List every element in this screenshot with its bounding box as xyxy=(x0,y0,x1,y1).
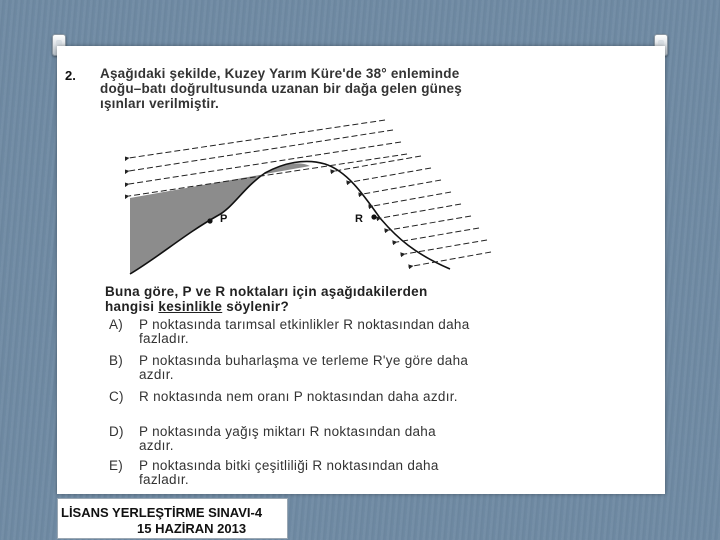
option-text: P noktasında buharlaşma ve terleme R'ye göre daha azdır. xyxy=(139,353,469,382)
point-p-label: P xyxy=(220,213,228,225)
option-text: P noktasında yağış miktarı R noktasından daha azdır. xyxy=(139,424,436,453)
option-e[interactable] xyxy=(109,459,619,487)
prompt-line xyxy=(105,299,605,314)
option-c[interactable] xyxy=(109,390,619,404)
option-text: R noktasında nem oranı P noktasından daha azdır. xyxy=(139,389,458,404)
option-letter: A) xyxy=(109,317,124,332)
mountain-diagram xyxy=(125,116,505,281)
intro-line: doğu–batı doğrultusunda uzanan bir dağa gelen güneş xyxy=(100,81,462,96)
prompt-emphasis: kesinlikle xyxy=(158,299,223,314)
option-letter: C) xyxy=(109,389,124,404)
option-d[interactable] xyxy=(109,425,619,453)
prompt-suffix: söylenir? xyxy=(222,299,289,314)
option-text: P noktasında bitki çeşitliliği R noktasından daha fazladır. xyxy=(139,458,439,487)
question-number: 2. xyxy=(65,68,76,83)
option-text: P noktasında tarımsal etkinlikler R noktasından daha fazladır. xyxy=(139,317,470,346)
point-r-marker xyxy=(371,214,376,219)
exam-name: LİSANS YERLEŞTİRME SINAVI-4 xyxy=(61,505,263,520)
intro-line: ışınları verilmiştir. xyxy=(100,96,220,111)
exam-date: 15 HAZİRAN 2013 xyxy=(137,521,247,536)
question-prompt xyxy=(105,284,605,314)
question-card xyxy=(57,46,665,494)
question-intro xyxy=(100,66,620,111)
prompt-prefix: hangisi xyxy=(105,299,159,314)
option-b[interactable] xyxy=(109,354,619,382)
point-r-label: R xyxy=(355,213,363,225)
option-a[interactable] xyxy=(109,318,619,346)
prompt-line: Buna göre, P ve R noktaları için aşağıdakilerden xyxy=(105,284,428,299)
option-letter: B) xyxy=(109,353,124,368)
point-p-marker xyxy=(207,218,212,223)
option-letter: E) xyxy=(109,458,124,473)
exam-footer xyxy=(57,498,288,539)
intro-line: Aşağıdaki şekilde, Kuzey Yarım Küre'de 38° enleminde xyxy=(100,66,460,81)
option-letter: D) xyxy=(109,424,124,439)
